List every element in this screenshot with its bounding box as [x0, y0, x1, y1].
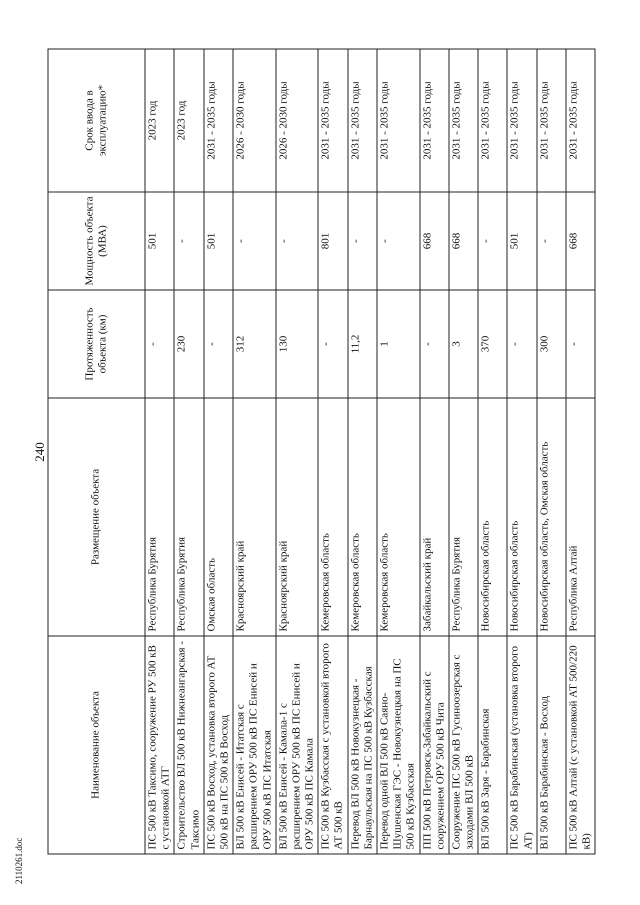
header-capacity: Мощность объекта (МВА) — [48, 192, 145, 290]
cell-object-name: Перевод ВЛ 500 кВ Новокузнецкая - Барнаульская на ПС 500 кВ Кузбасская — [348, 636, 377, 854]
cell-length: - — [507, 290, 536, 398]
page-number: 240 — [32, 442, 47, 462]
cell-object-name: ВЛ 500 кВ Заря - Барабинская — [478, 636, 507, 854]
table-row — [145, 49, 174, 854]
table-row — [449, 49, 478, 854]
cell-capacity: 668 — [566, 192, 595, 290]
table-row — [420, 49, 449, 854]
cell-location: Забайкальский край — [420, 398, 449, 636]
table-row — [233, 49, 276, 854]
cell-object-name: ПП 500 кВ Петровск-Забайкальский с сооружением ОРУ 500 кВ Чита — [420, 636, 449, 854]
cell-capacity: - — [537, 192, 566, 290]
cell-length: - — [420, 290, 449, 398]
cell-location: Омская область — [204, 398, 233, 636]
table-row — [276, 49, 319, 854]
cell-location: Красноярский край — [276, 398, 319, 636]
cell-object-name: ПС 500 кВ Таксимо, сооружение РУ 500 кВ с установкой АТГ — [145, 636, 174, 854]
header-location: Размещение объекта — [48, 398, 145, 636]
table-row — [318, 49, 347, 854]
cell-capacity: - — [348, 192, 377, 290]
cell-capacity: 668 — [449, 192, 478, 290]
cell-length: 230 — [174, 290, 203, 398]
cell-capacity: 501 — [145, 192, 174, 290]
table-row — [174, 49, 203, 854]
cell-capacity: - — [174, 192, 203, 290]
cell-location: Новосибирская область — [507, 398, 536, 636]
table-header-row — [48, 49, 145, 854]
header-length: Протяженность объекта (км) — [48, 290, 145, 398]
cell-commissioning: 2031 - 2035 годы — [537, 49, 566, 192]
cell-object-name: ПС 500 кВ Восход, установка второго АТ 500 кВ на ПС 500 кВ Восход — [204, 636, 233, 854]
cell-capacity: 801 — [318, 192, 347, 290]
cell-length: - — [318, 290, 347, 398]
cell-commissioning: 2031 - 2035 годы — [377, 49, 420, 192]
cell-object-name: ВЛ 500 кВ Барабинская - Восход — [537, 636, 566, 854]
cell-commissioning: 2031 - 2035 годы — [318, 49, 347, 192]
cell-length: 11,2 — [348, 290, 377, 398]
cell-length: 370 — [478, 290, 507, 398]
cell-object-name: Сооружение ПС 500 кВ Гусиноозерская с заходами ВЛ 500 кВ — [449, 636, 478, 854]
cell-location: Республика Бурятия — [449, 398, 478, 636]
table-row — [204, 49, 233, 854]
cell-capacity: - — [478, 192, 507, 290]
cell-length: 312 — [233, 290, 276, 398]
cell-object-name: ПС 500 кВ Алтай (с установкой АТ 500/220 кВ) — [566, 636, 595, 854]
cell-commissioning: 2026 - 2030 годы — [276, 49, 319, 192]
document-code: 2110261.doc — [14, 837, 24, 884]
cell-capacity: - — [377, 192, 420, 290]
cell-length: - — [204, 290, 233, 398]
cell-commissioning: 2023 год — [145, 49, 174, 192]
header-commissioning: Срок ввода в эксплуатацию* — [48, 49, 145, 192]
cell-object-name: Строительство ВЛ 500 кВ Нижнеангарская - Таксимо — [174, 636, 203, 854]
cell-object-name: ВЛ 500 кВ Енисей - Камала-1 с расширением ОРУ 500 кВ ПС Енисей и ОРУ 500 кВ ПС Камала — [276, 636, 319, 854]
cell-commissioning: 2031 - 2035 годы — [420, 49, 449, 192]
cell-length: 300 — [537, 290, 566, 398]
cell-object-name: ПС 500 кВ Кузбасская с установкой второго АТ 500 кВ — [318, 636, 347, 854]
cell-commissioning: 2031 - 2035 годы — [204, 49, 233, 192]
cell-location: Республика Бурятия — [174, 398, 203, 636]
cell-capacity: 501 — [204, 192, 233, 290]
cell-commissioning: 2026 - 2030 годы — [233, 49, 276, 192]
cell-location: Республика Бурятия — [145, 398, 174, 636]
table-row — [377, 49, 420, 854]
table-row — [566, 49, 595, 854]
document-sheet — [48, 50, 593, 855]
objects-table — [48, 49, 596, 855]
cell-location: Кемеровская область — [377, 398, 420, 636]
cell-location: Новосибирская область — [478, 398, 507, 636]
cell-length: 130 — [276, 290, 319, 398]
cell-object-name: ПС 500 кВ Барабинская (установка второго АТ) — [507, 636, 536, 854]
cell-capacity: - — [233, 192, 276, 290]
cell-location: Республика Алтай — [566, 398, 595, 636]
cell-location: Кемеровская область — [318, 398, 347, 636]
header-object-name: Наименование объекта — [48, 636, 145, 854]
cell-commissioning: 2031 - 2035 годы — [478, 49, 507, 192]
table-row — [537, 49, 566, 854]
cell-location: Красноярский край — [233, 398, 276, 636]
cell-capacity: - — [276, 192, 319, 290]
cell-length: - — [145, 290, 174, 398]
table-row — [507, 49, 536, 854]
cell-commissioning: 2031 - 2035 годы — [449, 49, 478, 192]
cell-commissioning: 2031 - 2035 годы — [566, 49, 595, 192]
cell-length: 1 — [377, 290, 420, 398]
cell-object-name: ВЛ 500 кВ Енисей - Итатская с расширением ОРУ 500 кВ ПС Енисей и ОРУ 500 кВ ПС Итатская — [233, 636, 276, 854]
cell-length: 3 — [449, 290, 478, 398]
cell-capacity: 501 — [507, 192, 536, 290]
table-row — [478, 49, 507, 854]
table-row — [348, 49, 377, 854]
cell-commissioning: 2031 - 2035 годы — [507, 49, 536, 192]
cell-commissioning: 2023 год — [174, 49, 203, 192]
cell-location: Новосибирская область, Омская область — [537, 398, 566, 636]
cell-location: Кемеровская область — [348, 398, 377, 636]
cell-commissioning: 2031 - 2035 годы — [348, 49, 377, 192]
cell-capacity: 668 — [420, 192, 449, 290]
cell-length: - — [566, 290, 595, 398]
cell-object-name: Перевод одной ВЛ 500 кВ Саяно-Шушенская ГЭС - Новокузнецкая на ПС 500 кВ Кузбасская — [377, 636, 420, 854]
